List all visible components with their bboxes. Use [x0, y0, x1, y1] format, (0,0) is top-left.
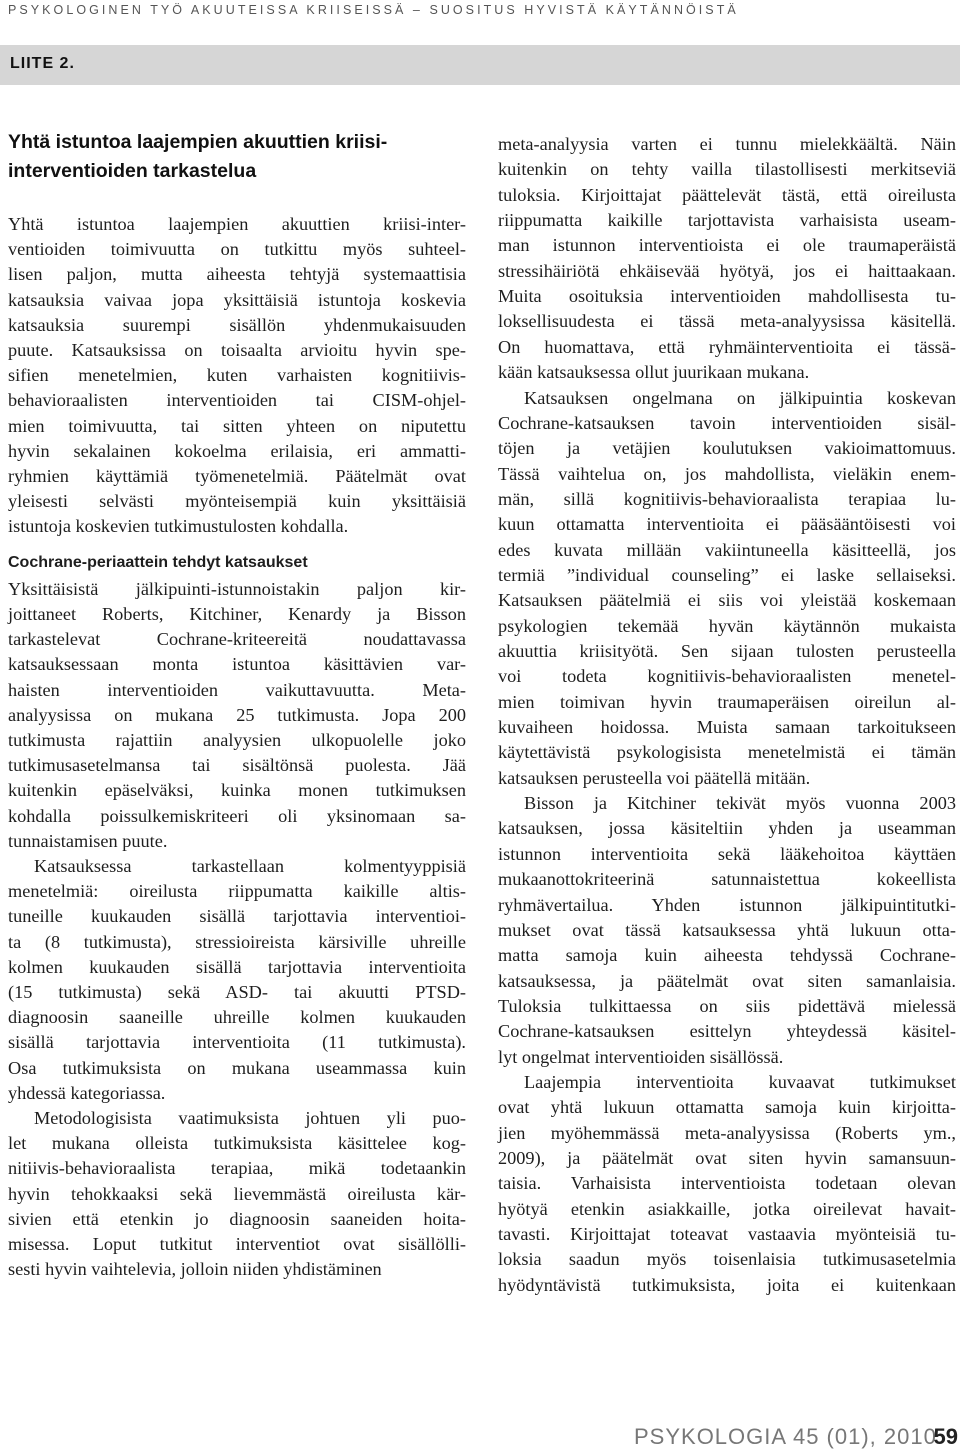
body-text-line: hyödyntävistä tutkimuksista, joita ei kuitenkaan: [498, 1274, 956, 1295]
journal-citation: PSYKOLOGIA 45 (01), 2010: [634, 1424, 937, 1449]
body-text-line: nitiivis-behavioraalista terapiaa, mikä todetaankin: [8, 1158, 466, 1179]
body-text-line: joittaneet Roberts, Kitchiner, Kenardy ja Bisson: [8, 604, 466, 624]
body-text-line: katsauksessa, ja päätelmät ovat siten samanlaisia.: [498, 970, 956, 991]
body-text-line: Cochrane-katsauksen esittelyn yhteydessä käsitel-: [498, 1021, 956, 1042]
body-text-line: Tässä vaihtelua on, jos mahdollista, vieläkin enem-: [498, 463, 956, 484]
body-text-line: istunnon interventioita sekä lääkehoitoa käyttäen: [498, 843, 956, 864]
body-text-line: analyysissa on mukana 25 tutkimusta. Jopa 200: [8, 704, 466, 725]
body-text-line: akuuttia kriisityötä. Sen sijaan tulosten perusteella: [498, 641, 956, 661]
body-text-line: behavioraalisten interventioiden tai CISM-ohjel-: [8, 390, 466, 411]
body-text-line: hyvin tehokkaaksi sekä lievemmästä oireilusta kär-: [8, 1183, 466, 1204]
body-text-line: On huomattava, että ryhmäinterventioita ei tässä-: [498, 336, 956, 357]
appendix-band: [0, 45, 960, 85]
body-text-line: diagnoosin saaneille uhreille kolmen kuukauden: [8, 1007, 466, 1028]
body-text-line: Katsauksen päätelmiä ei siis voi yleistää koskemaan: [498, 590, 956, 611]
subsection-heading: Cochrane-periaattein tehdyt katsaukset: [8, 553, 308, 571]
body-text-line: ovat yhtä lukuun ottamatta samoja kuin kirjoitta-: [498, 1097, 956, 1118]
body-text-line: loksellisuudesta ei tässä meta-analyysissa käsitellä.: [498, 311, 956, 332]
body-text-line: Yhtä istuntoa laajempien akuuttien kriisi-inter-: [8, 214, 466, 234]
body-text-line: lyt ongelmat interventioiden sisällössä.: [498, 1046, 784, 1067]
body-text-line: Laajempia interventioita kuvaavat tutkimukset: [524, 1071, 956, 1092]
body-text-line: ta (8 tutkimusta), stressioireista kärsiville uhreille: [8, 931, 466, 952]
body-text-line: yleisesti selvästi myönteisempiä kuin yksittäisiä: [8, 491, 466, 512]
body-text-line: Bisson ja Kitchiner tekivät myös vuonna 2003: [524, 793, 956, 814]
body-text-line: termiä ”individual counseling” ei laske sellaiseksi.: [498, 564, 956, 585]
body-text-line: haisten interventioiden vaikuttavuutta. Meta-: [8, 679, 466, 700]
body-text-line: istuntoja koskevien tutkimustulosten kohdalla.: [8, 516, 349, 537]
section-title-line: interventioiden tarkastelua: [8, 160, 257, 182]
body-text-line: yhdessä kategoriassa.: [8, 1082, 166, 1103]
page-footer: [634, 1424, 960, 1454]
body-text-line: mien toimivuutta, tai sitten yhteen on niputettu: [8, 415, 466, 436]
body-text-line: mukset ovat tässä katsauksessa yhtä lukuun otta-: [498, 919, 956, 940]
body-text-line: tuloksia. Kirjoittajat päättelevät tästä, että oireilusta: [498, 184, 956, 205]
body-text-line: edes kuvata millään vakiintuneella käsitteellä, jos: [498, 539, 956, 560]
body-text-line: Muita osoituksia interventioiden mahdollisesta tu-: [498, 286, 956, 307]
body-text-line: Osa tutkimuksista on mukana useammassa kuin: [8, 1057, 466, 1078]
body-text-line: matta samoja kuin aiheesta tehdyssä Cochrane-: [498, 945, 956, 966]
body-text-line: sifien menetelmien, kuten varhaisten kognitiivis-: [8, 365, 466, 386]
body-text-line: ventioiden toimivuutta on tutkittu myös suhteel-: [8, 239, 466, 260]
body-text-line: katsauksia vaivaa jopa yksittäisiä istuntoja koskevia: [8, 289, 466, 310]
body-text-line: stressihäiriötä ehkäisevää hyötyä, jos ei haittaakaan.: [498, 260, 956, 281]
body-text-line: voi todeta kognitiivis-behavioraalisten menetel-: [498, 666, 956, 687]
body-text-line: Cochrane-katsauksen tavoin interventioiden sisäl-: [498, 412, 956, 433]
body-text-line: katsauksessaan monta istuntoa käsittävien var-: [8, 654, 466, 675]
body-text-line: let mukana olleista tutkimuksista käsittelee kog-: [8, 1133, 466, 1154]
body-text-line: tunnaistamisen puute.: [8, 830, 168, 851]
body-text-line: tavasti. Kirjoittajat toteavat vastaavia myönteisiä tu-: [498, 1224, 956, 1245]
body-text-line: hyvin sekalainen kokoelma erilaisia, eri ammatti-: [8, 440, 466, 461]
section-title: [8, 128, 468, 186]
body-text-line: psykologien tekemää hyvän käytännön mukaista: [498, 615, 956, 636]
body-text-line: töjen ja vetäjien koulutuksen vakioimattomuus.: [498, 438, 956, 459]
body-text-line: lisen paljon, mutta aiheesta tehtyjä systemaattisia: [8, 264, 466, 285]
body-text-line: menetelmiä: oireilusta riippumatta kaikille altis-: [8, 881, 466, 902]
body-text-line: kuun ottamatta interventioita ei pääsääntöisesti voi: [498, 514, 956, 535]
body-text-line: mukaanottokriteerinä satunnaistettua kokeellista: [498, 869, 956, 890]
body-text-line: tutkimusasetelmansa tai sisältönsä puolesta. Jää: [8, 755, 466, 776]
page-number: 59: [933, 1424, 958, 1449]
body-text-line: kään katsauksessa ollut juurikaan mukana.: [498, 362, 810, 383]
body-text-line: riippumatta kaikille tarjottavista varhaisista useam-: [498, 210, 956, 231]
body-text-line: katsauksia suurempi sisällön yhdenmukaisuuden: [8, 314, 466, 335]
body-text-line: meta-analyysia varten ei tunnu mielekkäältä. Näin: [498, 134, 956, 154]
body-text-line: Metodologisista vaatimuksista johtuen yli puo-: [34, 1108, 466, 1128]
body-text-line: tutkimusta rajattiin analyysien ulkopuolelle joko: [8, 730, 466, 750]
body-text-line: katsauksen, jossa käsiteltiin yhden ja useamman: [498, 818, 956, 839]
body-text-line: käytettävistä psykologisista menetelmistä ei tämän: [498, 742, 956, 763]
body-text-line: hyötyä etenkin asiakkaille, jotka oireilevat havait-: [498, 1198, 956, 1219]
body-text-line: taisia. Varhaisista interventioista todetaan olevan: [498, 1173, 956, 1194]
body-text-line: kolmen kuukauden sisällä tarjottavia interventioita: [8, 956, 466, 977]
body-text-line: Katsauksen ongelmana on jälkipuintia koskevan: [524, 387, 956, 408]
body-text-line: Tuloksia tulkittaessa on siis pidettävä mielessä: [498, 995, 956, 1016]
body-text-line: puute. Katsauksissa on toisaalta arvioitu hyvin spe-: [8, 340, 466, 360]
running-head: PSYKOLOGINEN TYÖ AKUUTEISSA KRIISEISSÄ – SUOSITUS HYVISTÄ KÄYTÄNNÖISTÄ: [8, 3, 739, 17]
body-text-line: Katsauksessa tarkastellaan kolmentyyppisiä: [34, 856, 466, 876]
body-text-line: sivien että etenkin jo diagnoosin saaneiden hoita-: [8, 1208, 466, 1229]
body-text-line: (15 tutkimusta) sekä ASD- tai akuutti PTSD-: [8, 982, 466, 1002]
body-text-line: sisällä tarjottavia interventioita (11 tutkimusta).: [8, 1032, 466, 1053]
body-text-line: kuitenkin on tehty vailla tilastollisesti merkitseviä: [498, 159, 956, 180]
body-text-line: sesti hyvin vaihtelevia, jolloin niiden yhdistäminen: [8, 1259, 382, 1280]
body-text-line: tuneille kuukauden sisällä tarjottavia interventioi-: [8, 906, 466, 927]
body-text-line: ryhmävertailua. Yhden istunnon jälkipuintitutki-: [498, 894, 956, 915]
body-text-line: kuitenkin epäselväksi, kuinka monen tutkimuksen: [8, 780, 466, 801]
section-title-line: Yhtä istuntoa laajempien akuuttien kriisi-: [8, 131, 388, 153]
body-text-line: katsauksen perusteella voi päätellä mitään.: [498, 767, 811, 788]
body-text-line: kohdalla poissulkemiskriteeri oli yksinomaan sa-: [8, 805, 466, 826]
body-text-line: jien myöhemmässä meta-analyysissa (Roberts ym.,: [498, 1122, 956, 1143]
body-text-line: kuvaiheen hoidossa. Muista samaan tarkoitukseen: [498, 717, 956, 738]
body-text-line: tarkastelevat Cochrane-kriteereitä noudattavassa: [8, 629, 466, 650]
body-text-line: mien toimivan hyvin traumaperäisen oireilun al-: [498, 691, 956, 712]
body-text-line: 2009), ja päätelmät ovat siten hyvin samansuun-: [498, 1148, 956, 1168]
body-text-line: Yksittäisistä jälkipuinti-istunnoistakin paljon kir-: [8, 578, 466, 599]
body-text-line: ryhmien käyttämiä työmenetelmiä. Päätelmät ovat: [8, 466, 466, 486]
body-text-line: man istunnon interventioista ei ole traumaperäistä: [498, 235, 956, 256]
appendix-label: LIITE 2.: [10, 55, 75, 72]
body-text-line: loksia saadun myös toisenlaisia tutkimusasetelmia: [498, 1249, 956, 1270]
body-text-line: män, sillä kognitiivis-behavioraalista terapiaa lu-: [498, 488, 956, 509]
body-text-line: misessa. Loput tutkitut interventiot ovat sisällölli-: [8, 1234, 466, 1254]
